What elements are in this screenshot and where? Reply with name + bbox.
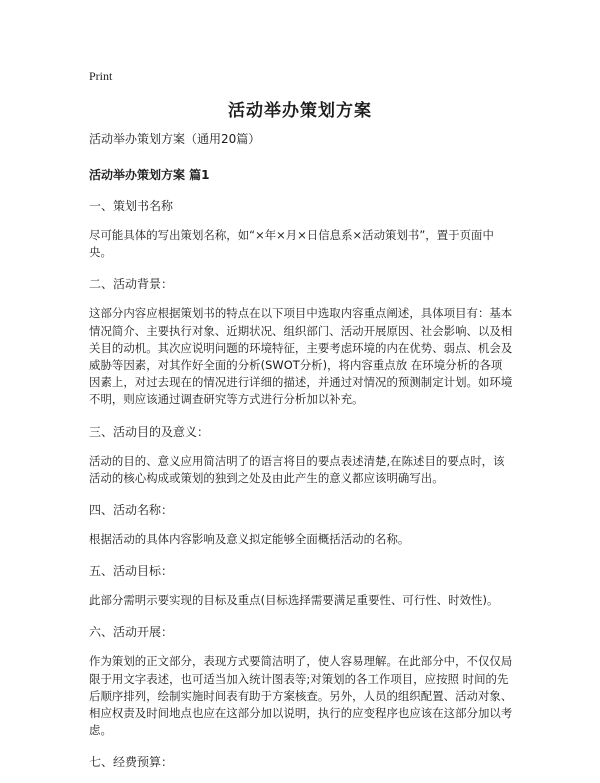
- heading-goals: 五、活动目标：: [89, 564, 174, 579]
- paragraph-plan-name: 尽可能具体的写出策划名称，如“×年×月×日信息系×活动策划书”，置于页面中央。: [89, 228, 494, 260]
- document-subtitle: 活动举办策划方案（通用20篇）: [89, 132, 261, 146]
- print-link[interactable]: Print: [89, 69, 113, 83]
- heading-background: 二、活动背景：: [89, 277, 174, 292]
- document-body: [89, 130, 513, 783]
- heading-purpose: 三、活动目的及意义：: [89, 424, 210, 439]
- paragraph-activity-name: 根据活动的具体内容影响及意义拟定能够全面概括活动的名称。: [89, 532, 410, 547]
- section-title: 活动举办策划方案 篇1: [89, 168, 210, 182]
- heading-activity-name: 四、活动名称：: [89, 503, 174, 518]
- page-title: 活动举办策划方案: [228, 101, 372, 121]
- heading-plan-name: 一、策划书名称: [89, 199, 174, 213]
- heading-execution: 六、活动开展：: [89, 625, 174, 640]
- paragraph-execution: 作为策划的正文部分，表现方式要简洁明了，使人容易理解。在此部分中，不仅仅局限于用文字表述，也可适当加入统计图表等;对策划的各工作项目，应按照 时间的先后顺序排列，绘制实施时间表有助于方案核查。另外，人员的组织配置、活动对象、相应权责及时间地点也应在这部分加以说明，执行的应变程序也应该在这部分加以考虑。: [89, 654, 513, 738]
- heading-budget: 七、经费预算：: [89, 755, 174, 770]
- paragraph-background: 这部分内容应根据策划书的特点在以下项目中选取内容重点阐述，具体项目有：基本情况简介、主要执行对象、近期状况、组织部门、活动开展原因、社会影响、以及相关目的动机。其次应说明问题的环境特征，主要考虑环境的内在优势、弱点、机会及威胁等因素，对其作好全面的分析(SWOT分析)，将内容重点放 在环境分析的各项因素上，对过去现在的情况进行详细的描述，并通过对情况的预测制定计划。如环境不明，则应该通过调查研究等方式进行分析加以补充。: [89, 306, 513, 407]
- paragraph-goals: 此部分需明示要实现的目标及重点(目标选择需要满足重要性、可行性、时效性)。: [89, 593, 499, 608]
- paragraph-purpose: 活动的目的、意义应用简洁明了的语言将目的要点表述清楚,在陈述目的要点时，该活动的核心构成或策划的独到之处及由此产生的意义都应该明确写出。: [89, 453, 505, 485]
